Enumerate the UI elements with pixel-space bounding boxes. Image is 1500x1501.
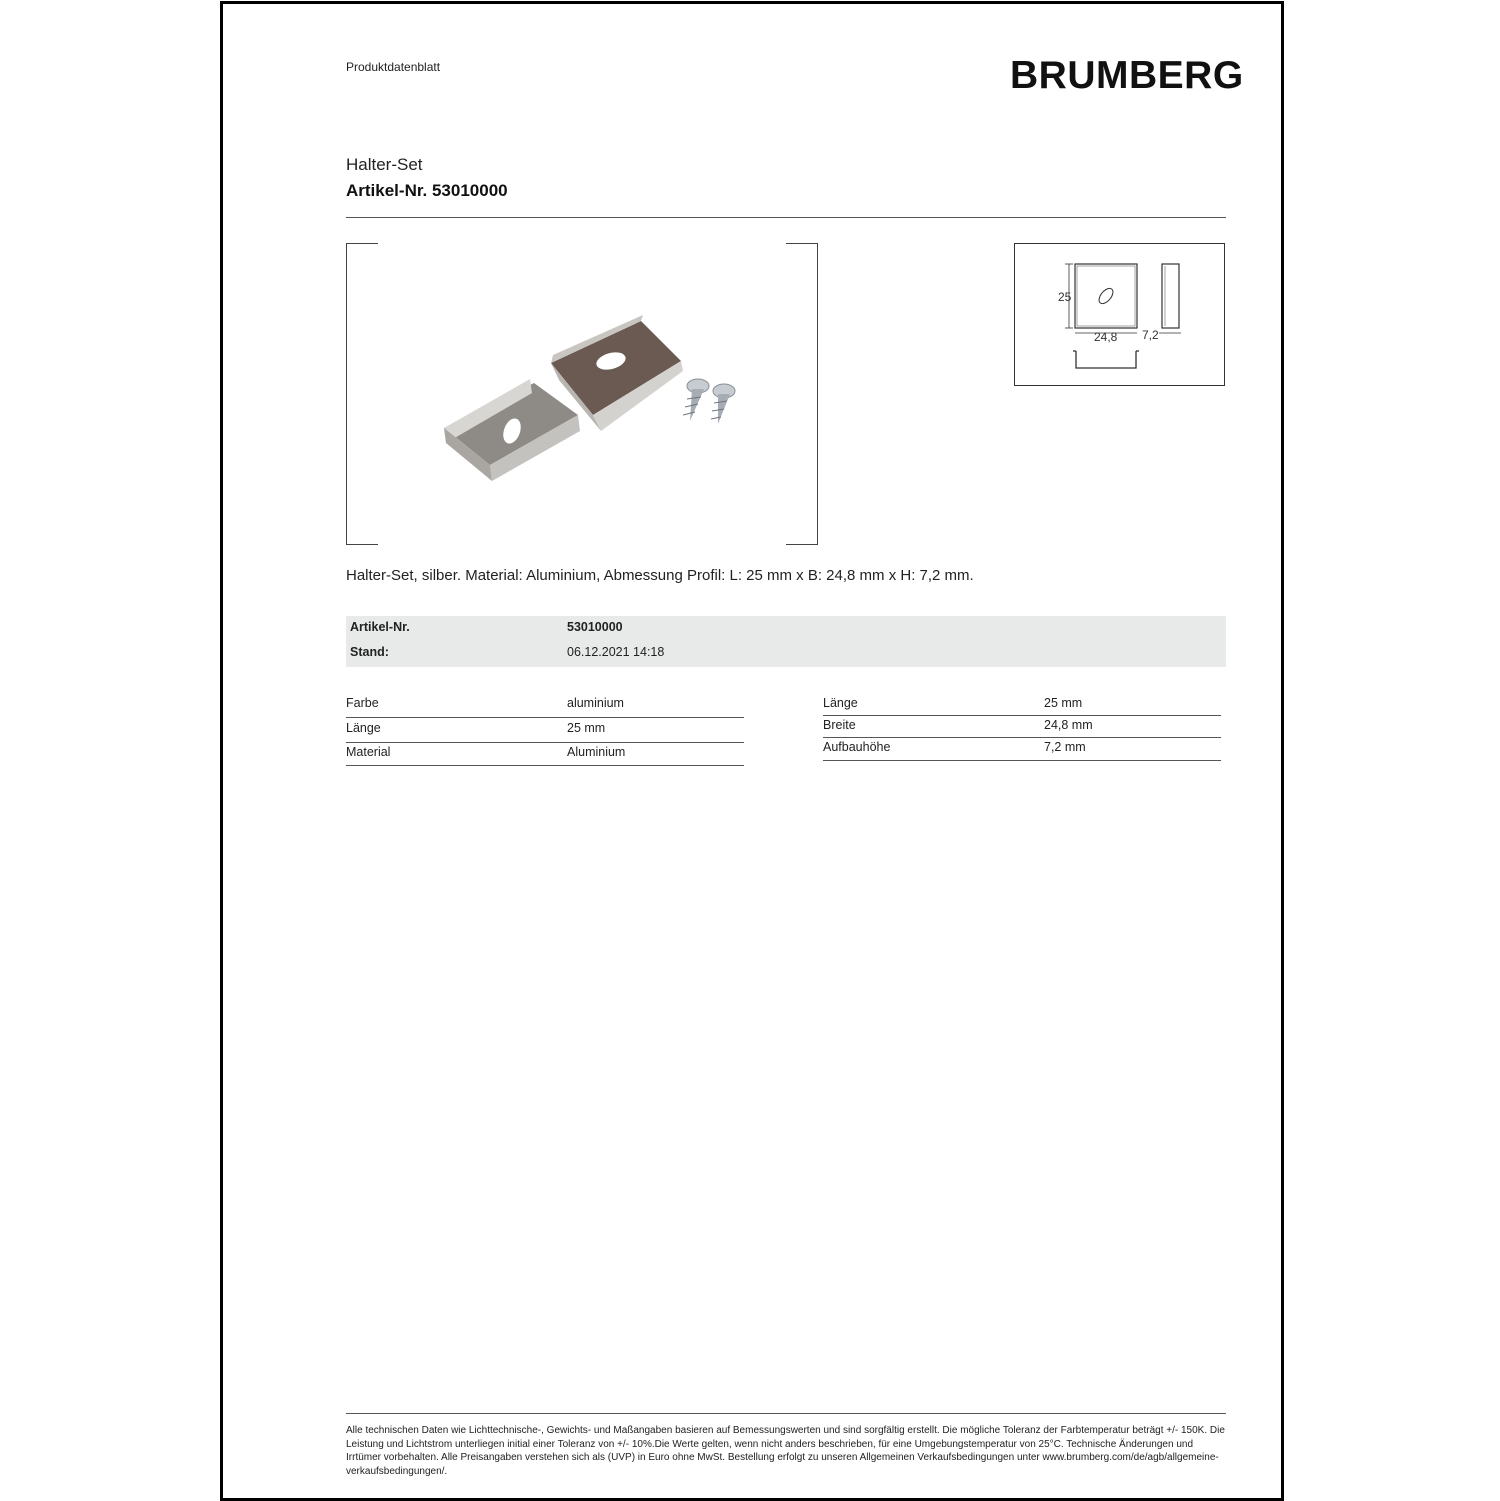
spec-value: 7,2 mm: [1044, 740, 1086, 754]
spec-label: Länge: [346, 721, 381, 735]
meta-label: Artikel-Nr.: [350, 620, 410, 634]
datasheet-page: [220, 1, 1284, 1501]
spec-value: 25 mm: [1044, 696, 1083, 710]
product-name: Halter-Set: [346, 155, 423, 174]
brand-logo: BRUMBERG: [1010, 54, 1244, 97]
meta-label: Stand:: [350, 645, 389, 659]
spec-row: [823, 738, 1221, 761]
product-photo-illustration: [346, 243, 818, 545]
spec-value: aluminium: [567, 696, 624, 710]
spec-table-left: [346, 694, 744, 766]
meta-value: 06.12.2021 14:18: [567, 645, 665, 659]
spec-row: [823, 716, 1221, 738]
spec-row: [346, 743, 744, 766]
dimension-width-label: 24,8: [1094, 330, 1118, 344]
spec-table-right: [823, 694, 1221, 761]
dimension-depth-label: 7,2: [1142, 328, 1159, 342]
meta-value: 53010000: [567, 620, 623, 634]
spec-row: [823, 694, 1221, 716]
spec-label: Material: [346, 745, 391, 759]
product-photo: [346, 243, 818, 545]
spec-value: Aluminium: [567, 745, 626, 759]
spec-label: Farbe: [346, 696, 379, 710]
spec-label: Länge: [823, 696, 858, 710]
spec-row: [346, 718, 744, 743]
article-meta-box: [346, 616, 1226, 667]
dimension-drawing: [1015, 244, 1224, 385]
spec-value: 25 mm: [567, 721, 606, 735]
technical-drawing: [1014, 243, 1225, 386]
spec-label: Aufbauhöhe: [823, 740, 891, 754]
dimension-height-label: 25: [1058, 290, 1072, 304]
footer-divider: [346, 1413, 1226, 1414]
footer-disclaimer: Alle technischen Daten wie Lichttechnische-, Gewichts- und Maßangaben basieren auf Bemessungswerten und sind sorgfältig erstellt. Die mögliche Toleranz der Farbtemperatur beträgt +/- 150K. Die Leistung und Lichtstrom unterliegen initial einer Toleranz von +/- 10%.Die Werte gelten, wenn nicht anders beschrieben, für eine Umgebungstemperatur von 25°C. Technische Änderungen und Irrtümer vorbehalten. Alle Preisangaben verstehen sich als (UVP) in Euro ohne MwSt. Bestellung erfolgt zu unseren Allgemeinen Verkaufsbedingungen unter www.brumberg.com/de/agb/allgemeine-verkaufsbedingungen/.: [346, 1425, 1225, 1477]
spec-row: [346, 694, 744, 718]
screw-icon: [683, 379, 709, 421]
document-type-label: Produktdatenblatt: [346, 60, 441, 74]
article-number-heading: Artikel-Nr. 53010000: [346, 181, 508, 200]
spec-value: 24,8 mm: [1044, 718, 1093, 732]
header-divider: [346, 217, 1226, 218]
spec-label: Breite: [823, 718, 856, 732]
screw-icon: [711, 384, 735, 424]
product-description: Halter-Set, silber. Material: Aluminium, Abmessung Profil: L: 25 mm x B: 24,8 mm x H: 7,2 mm.: [346, 567, 974, 584]
